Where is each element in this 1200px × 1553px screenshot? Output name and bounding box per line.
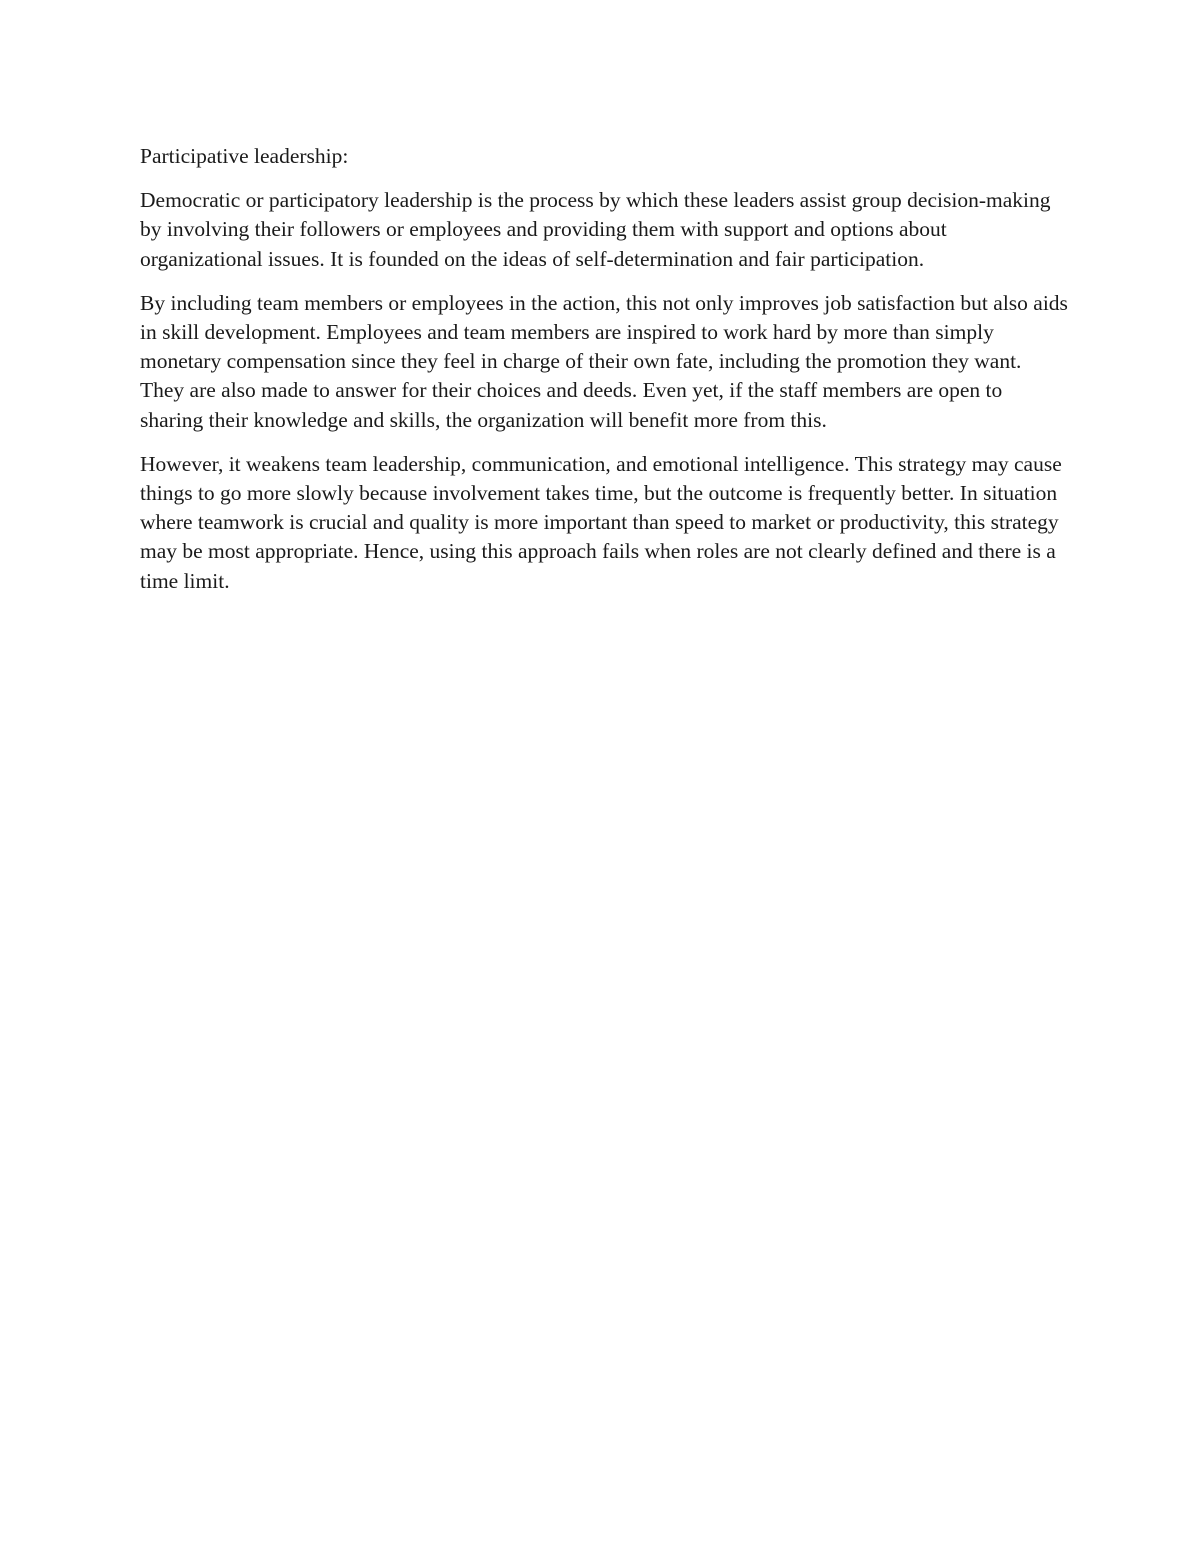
paragraph-1: Democratic or participatory leadership is the process by which these leaders assist group decision-making by involving their followers or employees and providing them with support and options about organizational issues. It is founded on the ideas of self-determination and fair participation. [140, 188, 1051, 271]
paragraph-3: However, it weakens team leadership, communication, and emotional intelligence. This strategy may cause things to go more slowly because involvement takes time, but the outcome is frequently better. In situation where teamwork is crucial and quality is more important than speed to market or productivity, this strategy may be most appropriate. Hence, using this approach fails when roles are not clearly defined and there is a time limit. [140, 451, 1062, 593]
document-body [140, 142, 1070, 611]
paragraph-2: By including team members or employees in the action, this not only improves job satisfaction but also aids in skill development. Employees and team members are inspired to work hard by more than simply monetary compensation since they feel in charge of their own fate, including the promotion they want. They are also made to answer for their choices and deeds. Even yet, if the staff members are open to sharing their knowledge and skills, the organization will benefit more from this. [140, 290, 1068, 432]
document-heading: Participative leadership: [140, 144, 349, 168]
